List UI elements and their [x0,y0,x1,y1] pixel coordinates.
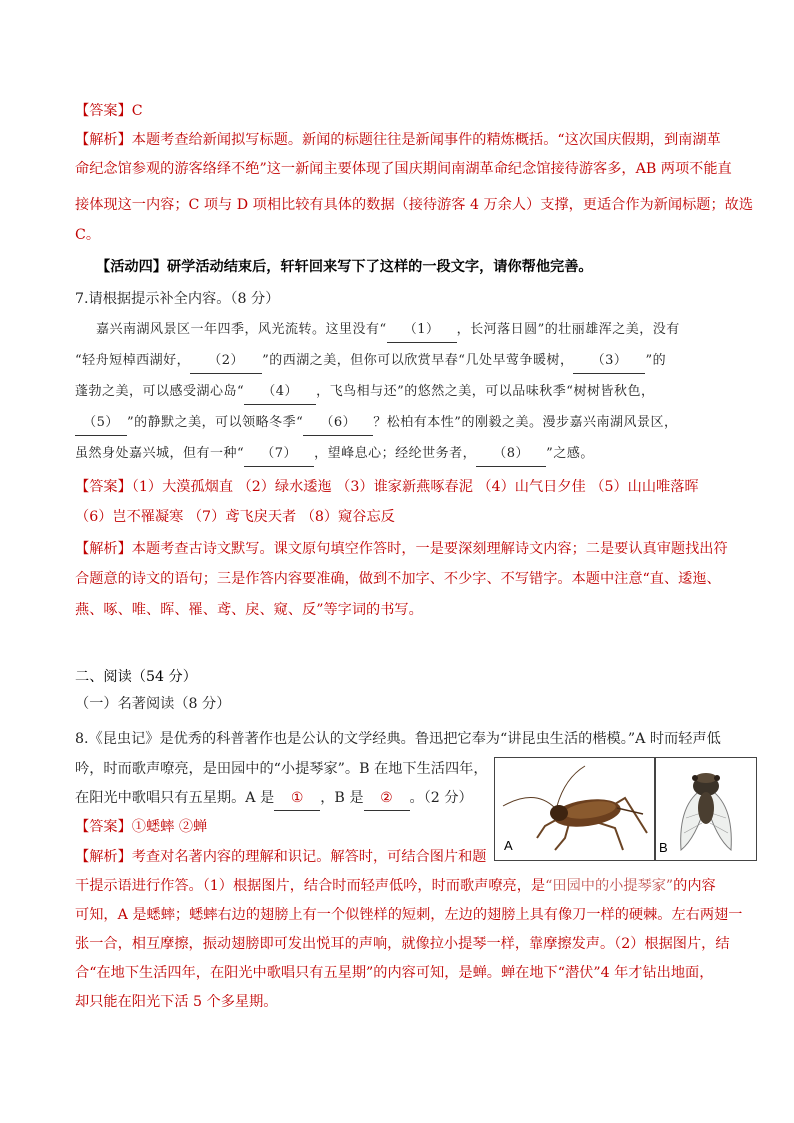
passage-text: ，望峰息心；经纶世务者， [314,446,477,461]
answer-label: 【答案】 [75,103,132,119]
q7-passage-line [75,442,725,467]
passage-text: ”的西湖之美，但你可以欣赏早春“几处早莺争暖树， [262,353,574,368]
q7-stem: 7.请根据提示补全内容。（8 分） [75,291,280,307]
analysis-text: 的内容 [673,878,716,894]
section-subtitle: （一）名著阅读（8 分） [75,696,231,712]
stem-text: 在阳光中歌唱只有五星期。A 是 [75,790,275,806]
passage-text: 嘉兴南湖风景区一年四季，风光流转。这里没有“ [96,322,387,337]
answer-text: （1）大漠孤烟直 （2）绿水逶迤 （3）谁家新燕啄春泥 （4）山气日夕佳 （5）山山唯落晖 [131,479,699,495]
q8-analysis-line [75,845,495,869]
q7-answer [75,475,725,499]
analysis-text: 考查对名著内容的理解和识记。解答时，可结合图片和题 [131,849,487,865]
q7-passage-line [96,318,746,343]
blank-8: （8） [476,442,546,467]
cicada-image [656,758,756,860]
analysis-text: 本题考查古诗文默写。课文原句填空作答时，一是要深刻理解诗文内容；二是要认真审题找出符 [131,541,728,557]
q8-answer [75,815,495,839]
section-title: 二、阅读（54 分） [75,669,197,685]
passage-text: 虽然身处嘉兴城，但有一种“ [75,446,245,461]
q8-analysis-line: 却只能在阳光下活 5 个多星期。 [75,994,278,1010]
blank-3: （3） [573,349,645,374]
q7-analysis-line [75,537,728,561]
cricket-figure [494,757,655,861]
q7-answer-line: （6）岂不罹凝寒 （7）鸢飞戾天者 （8）窥谷忘反 [75,509,395,525]
q8-analysis-line: 可知，A 是蟋蟀；蟋蟀右边的翅膀上有一个似锉样的短刺，左边的翅膀上具有像刀一样的硬棘。左右两翅一 [75,907,743,923]
blank-1: （1） [387,318,457,343]
analysis-text: 干提示语进行作答。（1）根据图片，结合时而轻声低吟，时而歌声嘹亮，是 [75,878,546,894]
q7-passage-line [75,349,725,374]
analysis-text: 本题考查给新闻拟写标题。新闻的标题往往是新闻事件的精炼概括。“这次国庆假期，到南湖革 [131,132,721,148]
q8-stem-line [75,786,495,811]
analysis-label: 【解析】 [75,541,132,557]
q6-analysis-line: 接体现这一内容；C 项与 D 项相比较有具体的数据（接待游客 4 万余人）支撑，更适合作为新闻标题；故选 [75,197,754,213]
blank-5: （5） [75,411,127,436]
q8-analysis-line [75,874,725,898]
passage-text: ”的静默之美，可以领略冬季“ [127,415,304,430]
cicada-figure [655,757,757,861]
q6-analysis-line [75,128,725,152]
passage-text: “轻舟短棹西湖好， [75,353,191,368]
activity-heading: 【活动四】研学活动结束后，轩轩回来写下了这样的一段文字，请你帮他完善。 [96,259,593,275]
q7-analysis-line: 燕、啄、唯、晖、罹、鸢、戾、窥、反”等字词的书写。 [75,602,423,618]
blank-4: （4） [244,380,316,405]
answer-value: C [131,103,143,119]
passage-text: 蓬勃之美，可以感受湖心岛“ [75,384,245,399]
highlight-phrase: “田园中的小提琴家” [545,878,674,894]
blank-2: ② [364,786,410,811]
q6-analysis-line: 命纪念馆参观的游客络绎不绝”这一新闻主要体现了国庆期间南湖革命纪念馆接待游客多，AB 两项不能直 [75,161,732,177]
passage-text: ？松柏有本性”的刚毅之美。漫步嘉兴南湖风景区， [373,415,678,430]
answer-label: 【答案】 [75,479,132,495]
analysis-label: 【解析】 [75,849,132,865]
figure-label-a: A [504,838,513,853]
blank-7: （7） [244,442,314,467]
figure-label-b: B [659,840,668,855]
q6-analysis-line: C。 [75,227,101,243]
q8-analysis-line: 合“在地下生活四年，在阳光中歌唱只有五星期”的内容可知，是蝉。蝉在地下“潜伏”4 年才钻出地面， [75,965,714,981]
q7-passage-line [75,380,725,405]
passage-text: ，飞鸟相与还”的悠然之美，可以品味秋季“树树皆秋色， [316,384,655,399]
blank-2: （2） [190,349,262,374]
q7-analysis-line: 合题意的诗文的语句；三是作答内容要准确，做到不加字、不少字、不写错字。本题中注意“直、逶迤、 [75,571,721,587]
passage-text: ”的 [645,353,667,368]
passage-text: ，长河落日圆”的壮丽雄浑之美，没有 [456,322,680,337]
q8-analysis-line: 张一合，相互摩擦，振动翅膀即可发出悦耳的声响，就像拉小提琴一样，靠摩擦发声。（2）根据图片，结 [75,936,730,952]
blank-1: ① [274,786,320,811]
answer-value: ①蟋蟀 ②蝉 [131,819,208,835]
stem-text: ，B 是 [320,790,364,806]
q8-stem-line: 8.《昆虫记》是优秀的科普著作也是公认的文学经典。鲁迅把它奉为“讲昆虫生活的楷模。”A 时而轻声低 [75,731,721,747]
stem-text: 。（2 分） [409,790,473,806]
q6-answer [75,99,725,123]
blank-6: （6） [303,411,373,436]
analysis-label: 【解析】 [75,132,132,148]
q7-passage-line [75,411,725,436]
answer-label: 【答案】 [75,819,132,835]
cricket-image [495,758,654,860]
q8-stem-line: 吟，时而歌声嘹亮，是田园中的“小提琴家”。B 在地下生活四年， [75,761,488,777]
passage-text: ”之感。 [546,446,594,461]
